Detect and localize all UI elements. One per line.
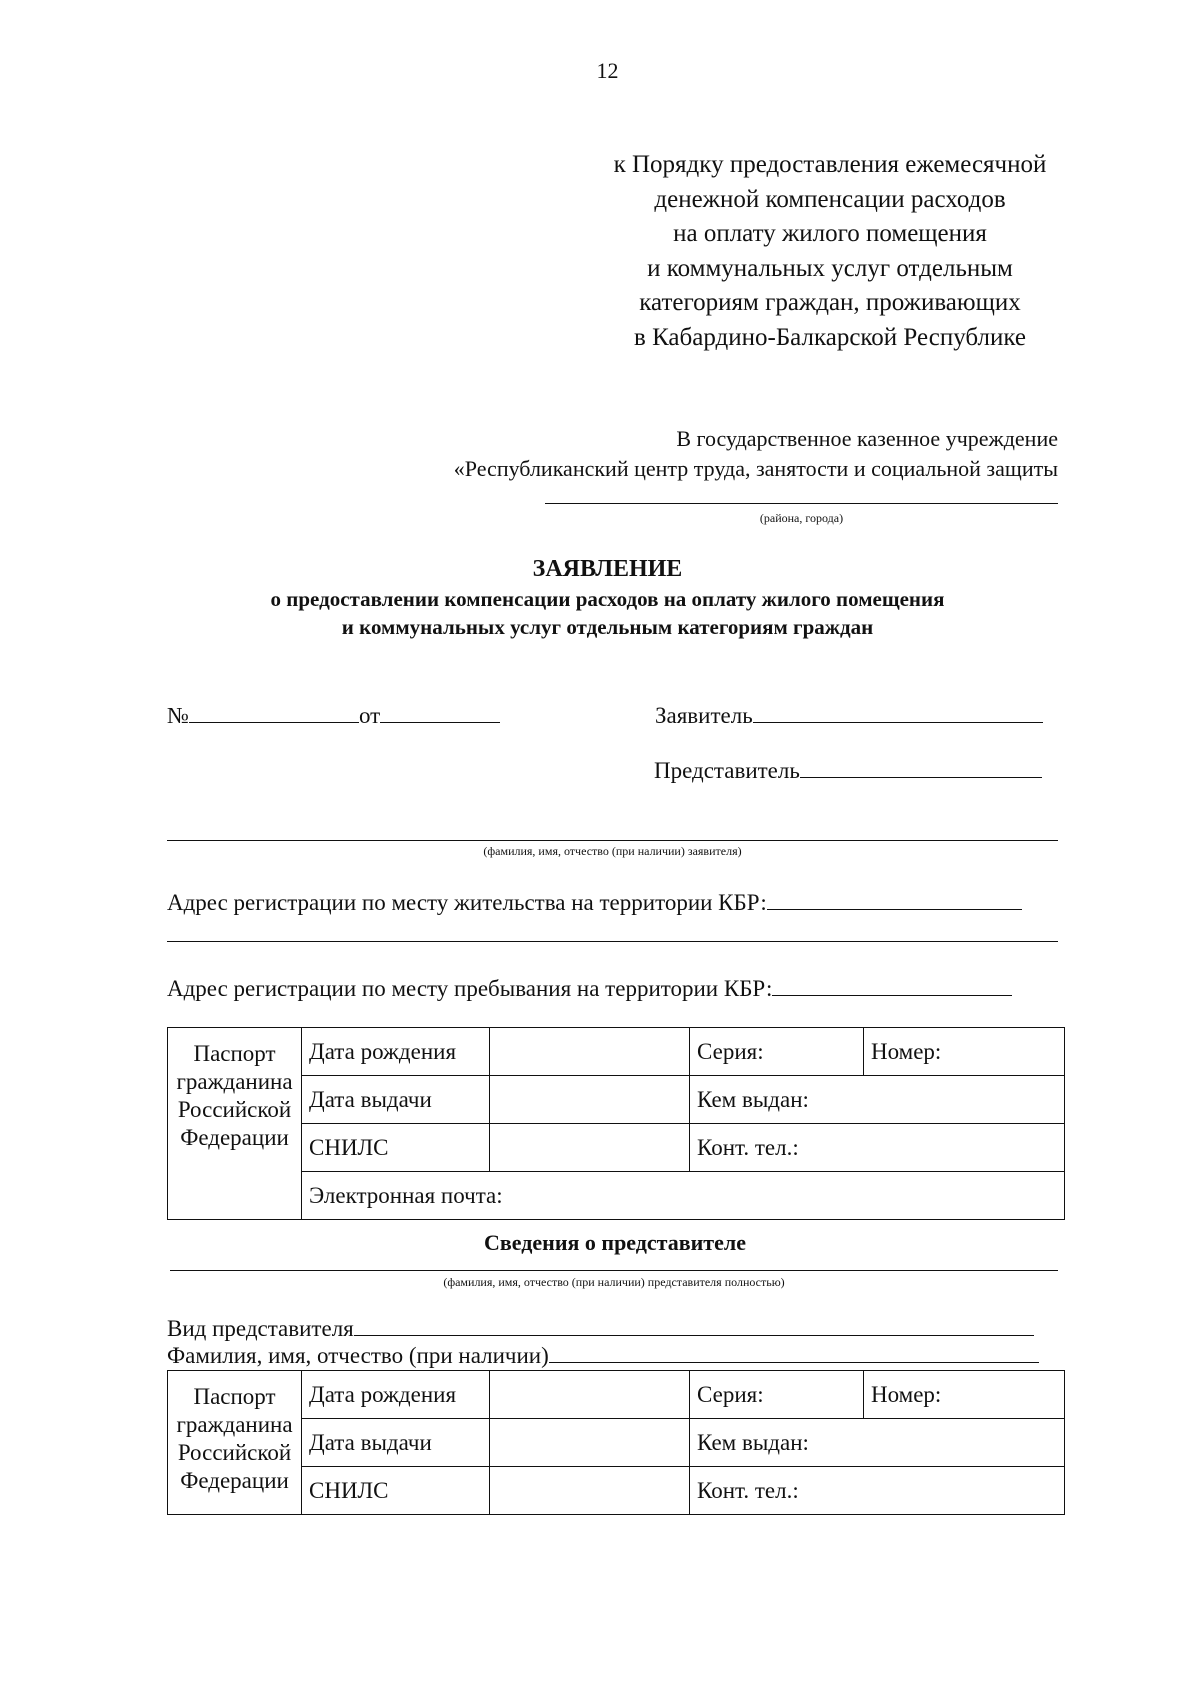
representative-fio-row — [167, 1342, 1039, 1369]
address-residence-field[interactable] — [767, 889, 1022, 910]
applicant-fio-caption: (фамилия, имя, отчество (при наличии) заявителя) — [483, 844, 742, 858]
recipient-line-2: «Республиканский центр труда, занятости и социальной защиты — [453, 456, 1058, 481]
number-field-row — [167, 702, 500, 729]
address-residence-field-2[interactable] — [167, 941, 1058, 942]
address-residence-label: Адрес регистрации по месту жительства на территории КБР: — [167, 890, 767, 915]
issued-by-field[interactable]: Кем выдан: — [690, 1076, 1065, 1124]
passport-label-line: гражданина — [176, 1069, 293, 1094]
recipient-block — [360, 424, 1058, 484]
appendix-line: денежной компенсации расходов — [654, 185, 1006, 213]
recipient-line-1: В государственное казенное учреждение — [676, 426, 1058, 451]
address-residence-row — [167, 889, 1022, 916]
representative-fio-full-field[interactable] — [170, 1270, 1058, 1271]
document-subtitle-1: о предоставлении компенсации расходов на оплату жилого помещения — [270, 587, 945, 611]
passport-label-line: гражданина — [176, 1412, 293, 1437]
snils-label: СНИЛС — [302, 1467, 490, 1515]
representative-fio-field[interactable] — [549, 1342, 1039, 1363]
applicant-fio-field[interactable] — [167, 840, 1058, 841]
issue-date-label: Дата выдачи — [302, 1076, 490, 1124]
representative-kind-row — [167, 1315, 1034, 1342]
representative-section-title: Сведения о представителе — [484, 1230, 746, 1255]
passport-label — [168, 1371, 302, 1515]
snils-field[interactable] — [490, 1124, 690, 1172]
representative-kind-label: Вид представителя — [167, 1316, 354, 1341]
district-field[interactable] — [545, 503, 1058, 504]
number-field[interactable] — [189, 702, 359, 723]
date-field[interactable] — [380, 702, 500, 723]
number-field[interactable]: Номер: — [864, 1028, 1065, 1076]
applicant-passport-table — [167, 1027, 1065, 1220]
address-stay-label: Адрес регистрации по месту пребывания на территории КБР: — [167, 976, 773, 1001]
from-label: от — [358, 703, 381, 728]
birth-date-label: Дата рождения — [302, 1371, 490, 1419]
applicant-field[interactable] — [753, 702, 1043, 723]
applicant-row — [655, 702, 1043, 729]
snils-field[interactable] — [490, 1467, 690, 1515]
issue-date-field[interactable] — [490, 1419, 690, 1467]
series-field[interactable]: Серия: — [690, 1371, 864, 1419]
issue-date-label: Дата выдачи — [302, 1419, 490, 1467]
address-stay-field[interactable] — [772, 975, 1012, 996]
snils-label: СНИЛС — [302, 1124, 490, 1172]
email-field[interactable]: Электронная почта: — [302, 1172, 1065, 1220]
phone-field[interactable]: Конт. тел.: — [690, 1124, 1065, 1172]
issue-date-field[interactable] — [490, 1076, 690, 1124]
number-field[interactable]: Номер: — [864, 1371, 1065, 1419]
appendix-line: категориям граждан, проживающих — [639, 289, 1021, 316]
passport-label-line: Паспорт — [193, 1041, 276, 1066]
appendix-reference — [560, 148, 1100, 355]
passport-label — [168, 1028, 302, 1220]
address-stay-row — [167, 975, 1012, 1002]
applicant-label: Заявитель — [655, 703, 753, 728]
appendix-line: в Кабардино-Балкарской Республике — [634, 323, 1026, 351]
phone-field[interactable]: Конт. тел.: — [690, 1467, 1065, 1515]
passport-label-line: Федерации — [180, 1125, 289, 1150]
representative-row — [654, 757, 1042, 784]
document-subtitle-2: и коммунальных услуг отдельным категориям граждан — [341, 615, 874, 639]
appendix-line: и коммунальных услуг отдельным — [647, 254, 1013, 282]
document-title: ЗАЯВЛЕНИЕ — [532, 556, 683, 582]
passport-label-line: Российской — [177, 1440, 292, 1465]
district-caption: (района, города) — [759, 511, 844, 525]
representative-kind-field[interactable] — [354, 1315, 1034, 1336]
number-label: № — [167, 703, 189, 728]
issued-by-field[interactable]: Кем выдан: — [690, 1419, 1065, 1467]
series-field[interactable]: Серия: — [690, 1028, 864, 1076]
representative-passport-table — [167, 1370, 1065, 1515]
representative-fio-label: Фамилия, имя, отчество (при наличии) — [167, 1343, 549, 1368]
representative-field[interactable] — [800, 757, 1042, 778]
birth-date-label: Дата рождения — [302, 1028, 490, 1076]
birth-date-field[interactable] — [490, 1028, 690, 1076]
appendix-line: на оплату жилого помещения — [673, 220, 987, 247]
passport-label-line: Паспорт — [193, 1384, 276, 1409]
representative-label: Представитель — [654, 758, 800, 783]
representative-fio-caption: (фамилия, имя, отчество (при наличии) представителя полностью) — [443, 1275, 785, 1289]
appendix-line: к Порядку предоставления ежемесячной — [613, 151, 1047, 178]
birth-date-field[interactable] — [490, 1371, 690, 1419]
passport-label-line: Российской — [177, 1097, 292, 1122]
passport-label-line: Федерации — [180, 1468, 289, 1493]
page-number: 12 — [596, 58, 619, 83]
